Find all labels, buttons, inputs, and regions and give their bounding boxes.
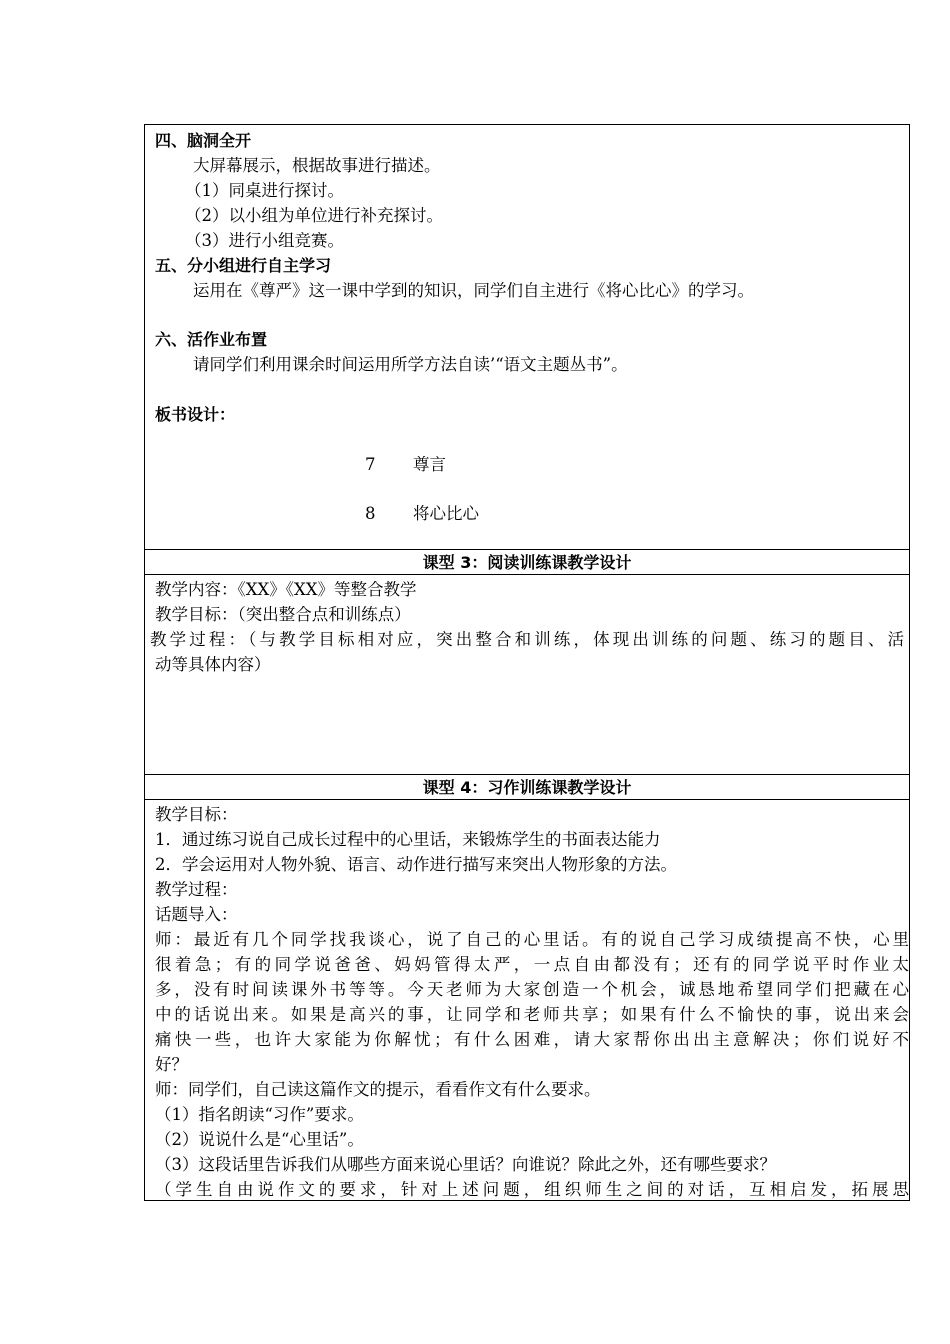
homework-text: 请同学们利用课余时间运用所学方法自读’“语文主题丛书”。 — [193, 355, 628, 374]
text-line: 教学过程： — [155, 880, 238, 899]
text-line: （3）这段话里告诉我们从哪些方面来说心里话？向谁说？除此之外，还有哪些要求？ — [155, 1155, 776, 1174]
brainstorm-item-2: （2）以小组为单位进行补充探讨。 — [185, 206, 443, 225]
text-line: 师：最近有几个同学找我谈心，说了自己的心里话。有的说自己学习成绩提高不快，心里 — [155, 930, 909, 949]
text-line: 很着急；有的同学说爸爸、妈妈管得太严，一点自由都没有；还有的同学说平时作业太 — [155, 955, 909, 974]
reading-lesson-body-cell — [144, 574, 910, 775]
teaching-process-line: 动等具体内容） — [155, 655, 271, 674]
heading-brainstorm: 四、脑洞全开 — [155, 131, 252, 150]
heading-homework: 六、活作业布置 — [155, 330, 268, 349]
teaching-process-line: 教学过程：（与教学目标相对应，突出整合和训练，体现出训练的问题、练习的题目、活 — [150, 630, 904, 649]
brainstorm-item-1: （1）同桌进行探讨。 — [185, 181, 344, 200]
board-row-number: 7 — [365, 455, 376, 474]
text-line: 痛快一些，也许大家能为你解忧；有什么困难，请大家帮你出出主意解决；你们说好不 — [155, 1030, 909, 1049]
writing-lesson-header-cell — [144, 774, 910, 800]
group-study-text: 运用在《尊严》这一课中学到的知识，同学们自主进行《将心比心》的学习。 — [193, 281, 754, 300]
text-line: （学生自由说作文的要求，针对上述问题，组织师生之间的对话，互相启发，拓展思 — [155, 1180, 909, 1199]
reading-lesson-title: 课型 3：阅读训练课教学设计 — [422, 553, 632, 572]
teaching-goal: 教学目标：（突出整合点和训练点） — [155, 605, 411, 624]
board-row-number: 8 — [365, 504, 376, 523]
text-line: 话题导入： — [155, 905, 238, 924]
text-line: （1）指名朗读“习作”要求。 — [155, 1105, 364, 1124]
teaching-content: 教学内容：《XX》《XX》等整合教学 — [155, 580, 417, 599]
text-line: （2）说说什么是“心里话”。 — [155, 1130, 364, 1149]
heading-group-study: 五、分小组进行自主学习 — [155, 256, 332, 275]
lesson-plan-continuation-cell — [144, 124, 910, 550]
brainstorm-item-3: （3）进行小组竞赛。 — [185, 231, 344, 250]
text-line: 教学目标： — [155, 805, 238, 824]
brainstorm-intro: 大屏幕展示，根据故事进行描述。 — [193, 156, 441, 175]
text-line: 好？ — [155, 1055, 188, 1074]
board-row-text: 尊言 — [413, 455, 446, 474]
reading-lesson-header-cell — [144, 549, 910, 575]
text-line: 1．通过练习说自己成长过程中的心里话，来锻炼学生的书面表达能力 — [155, 830, 661, 849]
text-line: 师：同学们，自己读这篇作文的提示，看看作文有什么要求。 — [155, 1080, 601, 1099]
board-design-title: 板书设计： — [155, 405, 236, 424]
writing-lesson-title: 课型 4：习作训练课教学设计 — [422, 778, 632, 797]
text-line: 多，没有时间读课外书等等。今天老师为大家创造一个机会，诚恳地希望同学们把藏在心 — [155, 980, 909, 999]
board-row-text: 将心比心 — [413, 504, 479, 523]
writing-lesson-body-cell — [144, 799, 910, 1201]
text-line: 2．学会运用对人物外貌、语言、动作进行描写来突出人物形象的方法。 — [155, 855, 677, 874]
text-line: 中的话说出来。如果是高兴的事，让同学和老师共享；如果有什么不愉快的事，说出来会 — [155, 1005, 909, 1024]
